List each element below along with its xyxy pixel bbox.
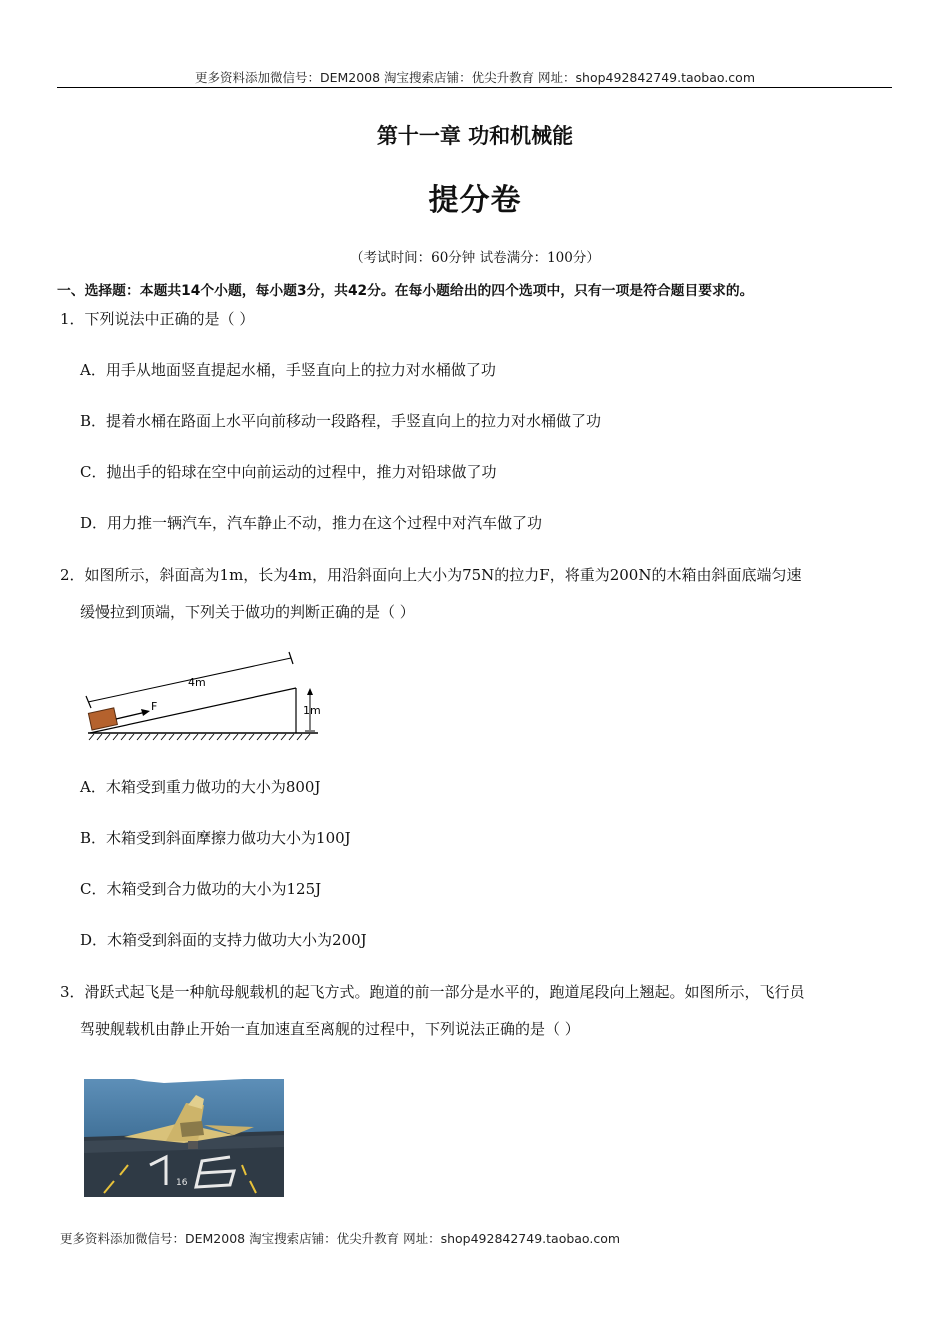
incline-figure [80,650,330,742]
incline-height-label: 1m [303,704,321,717]
section-heading: 一、选择题：本题共14个小题，每小题3分，共42分。在每小题给出的四个选项中，只有一项是符合题目要求的。 [57,283,754,299]
wooden-box [88,708,117,730]
header-note: 更多资料添加微信号：DEM2008 淘宝搜索店铺：优尖升教育 网址：shop492842749.taobao.com [194,70,756,85]
question-1-option-a: A．用手从地面竖直提起水桶，手竖直向上的拉力对水桶做了功 [80,361,496,379]
question-1-stem: 1．下列说法中正确的是（ ） [60,310,255,328]
chapter-title: 第十一章 功和机械能 [376,123,574,148]
header-divider [57,87,892,88]
question-1-option-c: C．抛出手的铅球在空中向前运动的过程中，推力对铅球做了功 [80,463,497,481]
question-3-stem-continued: 驾驶舰载机由静止开始一直加速直至离舰的过程中，下列说法正确的是（ ） [80,1020,580,1038]
deck-marking: 16 [176,1178,188,1188]
incline-length-label: 4m [188,676,206,689]
question-1-option-b: B．提着水桶在路面上水平向前移动一段路程，手竖直向上的拉力对水桶做了功 [80,412,602,430]
question-2-option-a: A．木箱受到重力做功的大小为800J [80,778,321,796]
force-label: F [151,700,158,713]
question-2-option-d: D．木箱受到斜面的支持力做功大小为200J [80,931,367,949]
question-2-option-c: C．木箱受到合力做功的大小为125J [80,880,322,898]
question-3-stem: 3．滑跃式起飞是一种航母舰载机的起飞方式。跑道的前一部分是水平的，跑道尾段向上翘起。如图所示，飞行员 [60,983,805,1001]
question-2-stem-continued: 缓慢拉到顶端，下列关于做功的判断正确的是（ ） [80,603,415,621]
question-1-option-d: D．用力推一辆汽车，汽车静止不动，推力在这个过程中对汽车做了功 [80,514,543,532]
question-2-stem: 2．如图所示，斜面高为1m，长为4m，用沿斜面向上大小为75N的拉力F，将重为200N的木箱由斜面底端匀速 [60,566,802,584]
footer-note: 更多资料添加微信号：DEM2008 淘宝搜索店铺：优尖升教育 网址：shop492842749.taobao.com [60,1231,621,1246]
paper-title: 提分卷 [428,183,522,218]
exam-info: （考试时间：60分钟 试卷满分：100分） [350,250,600,266]
question-2-option-b: B．木箱受到斜面摩擦力做功大小为100J [80,829,351,847]
carrier-jet-photo [84,1065,284,1197]
